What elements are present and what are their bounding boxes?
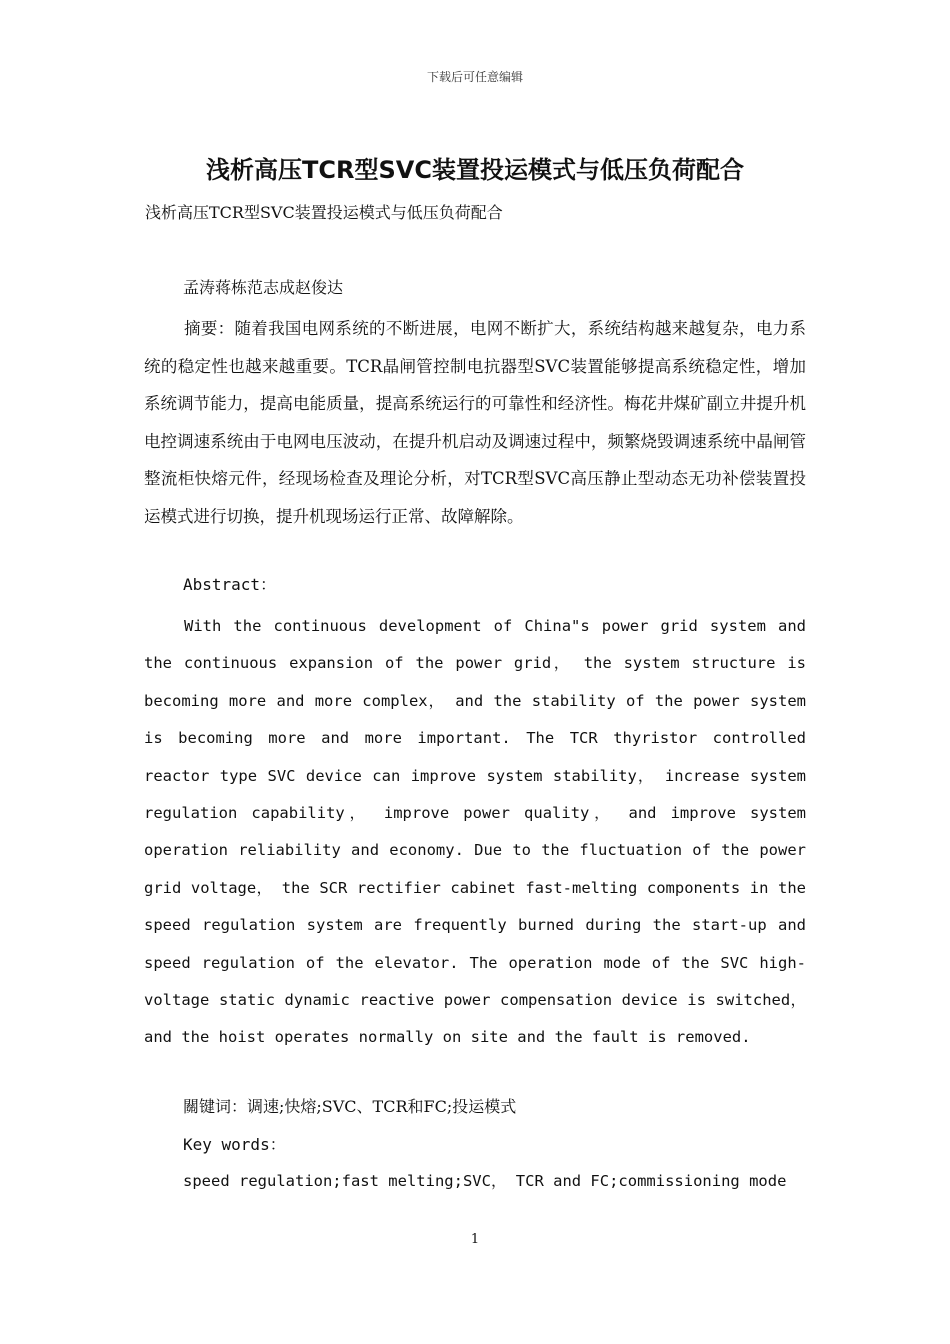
authors: 孟涛蒋栋范志成赵俊达 — [183, 278, 344, 297]
document-subtitle: 浅析高压TCR型SVC装置投运模式与低压负荷配合 — [145, 203, 503, 222]
abstract-en-section — [144, 608, 806, 1057]
abstract-cn-section — [144, 310, 806, 535]
header-note: 下载后可任意编辑 — [426, 70, 523, 84]
abstract-en: With the continuous development of China"s power grid system and the continuous expansion of the power grid， the system structure is becoming more and more complex， and the stability of the power system is becoming more and more important. The TCR thyristor controlled reactor type SVC device can improve system stability， increase system regulation capability， improve power quality， and improve system operation reliability and economy. Due to the fluctuation of the power grid voltage， the SCR rectifier cabinet fast-melting components in the speed regulation system are frequently burned during the start-up and speed regulation of the elevator. The operation mode of the SVC high-voltage static dynamic reactive power compensation device is switched， and the hoist operates normally on site and the fault is removed. — [144, 617, 806, 1047]
keywords-label: Key words： — [183, 1135, 286, 1154]
keywords-en: speed regulation;fast melting;SVC， TCR and FC;commissioning mode — [183, 1172, 787, 1190]
document-title: 浅析高压TCR型SVC装置投运模式与低压负荷配合 — [206, 156, 744, 184]
abstract-cn: 摘要：随着我国电网系统的不断进展，电网不断扩大，系统结构越来越复杂，电力系统的稳定性也越来越重要。TCR晶闸管控制电抗器型SVC装置能够提高系统稳定性，增加系统调节能力，提高电能质量，提高系统运行的可靠性和经济性。梅花井煤矿副立井提升机电控调速系统由于电网电压波动，在提升机启动及调速过程中，频繁烧毁调速系统中晶闸管整流柜快熔元件，经现场检查及理论分析，对TCR型SVC高压静止型动态无功补偿装置投运模式进行切换，提升机现场运行正常、故障解除。 — [144, 319, 806, 526]
abstract-label: Abstract： — [183, 575, 277, 594]
page-number: 1 — [470, 1232, 480, 1247]
keywords-cn: 關键词：调速;快熔;SVC、TCR和FC;投运模式 — [183, 1097, 517, 1116]
